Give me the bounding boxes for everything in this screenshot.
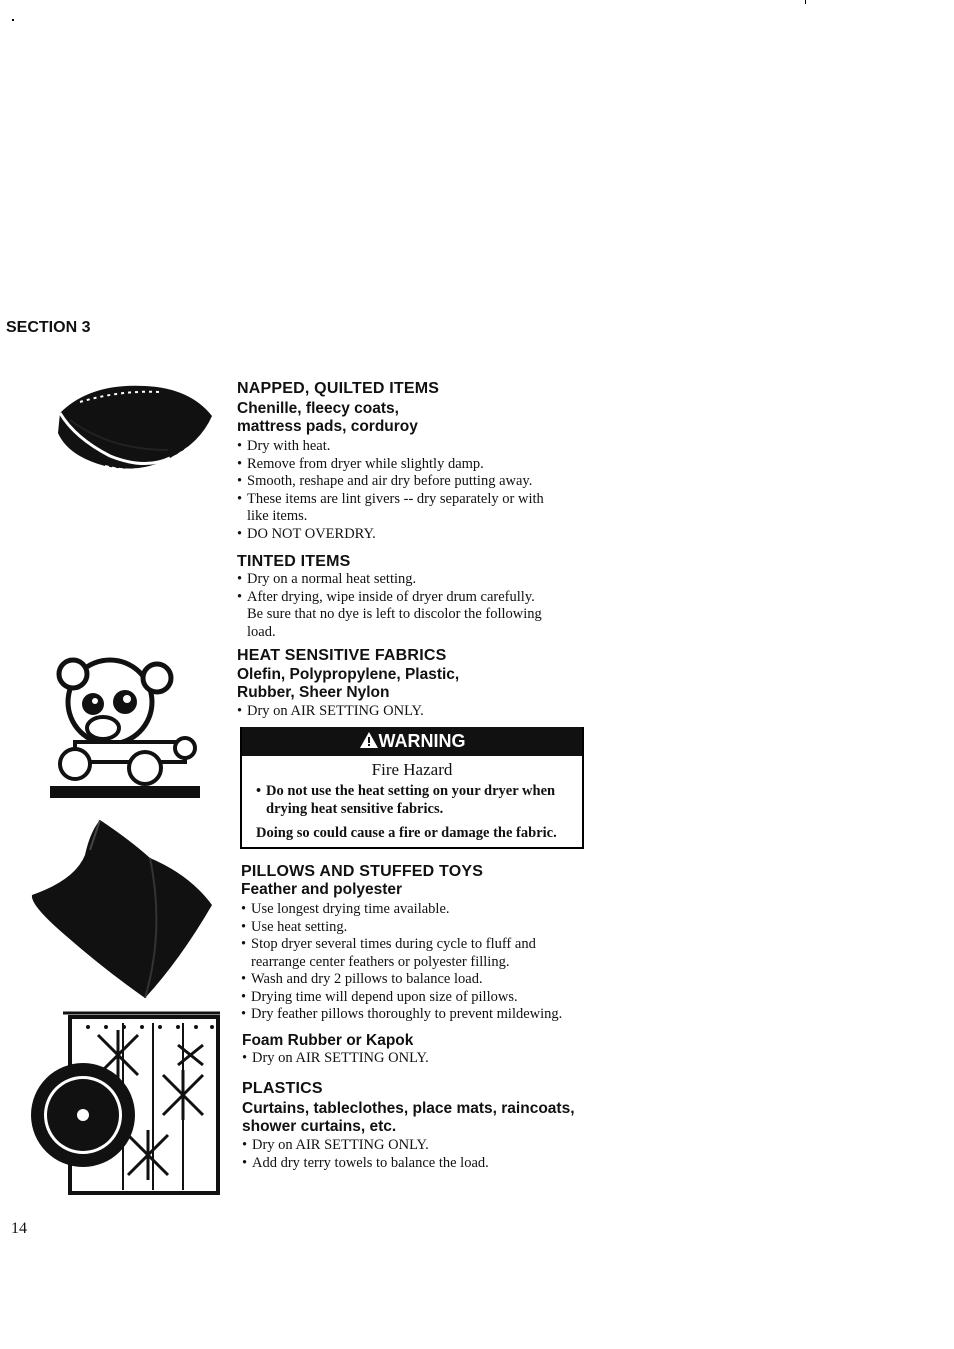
heat-sensitive-section	[237, 646, 597, 721]
list-item: • After drying, wipe inside of dryer drum carefully. Be sure that no dye is left to discolor the following load.	[237, 589, 549, 642]
pillows-heading: PILLOWS AND STUFFED TOYS	[241, 863, 484, 880]
plastics-list	[242, 1137, 622, 1172]
foam-subheading: Foam Rubber or Kapok	[242, 1032, 414, 1049]
list-item: • Smooth, reshape and air dry before putting away.	[237, 473, 567, 491]
list-item: • Wash and dry 2 pillows to balance load.	[241, 971, 581, 989]
shower-curtain-illustration	[28, 1005, 223, 1200]
list-item: • These items are lint givers -- dry separately or with like items.	[237, 491, 567, 526]
tinted-list	[237, 571, 549, 641]
list-item: • Dry with heat.	[237, 438, 567, 456]
warning-list	[242, 782, 582, 818]
napped-list	[237, 438, 567, 543]
list-item: • Use heat setting.	[241, 919, 581, 937]
foam-list	[242, 1050, 602, 1068]
warning-header	[242, 727, 582, 756]
list-item: • Do not use the heat setting on your dryer when drying heat sensitive fabrics.	[256, 782, 576, 818]
warning-title: Fire Hazard	[371, 760, 453, 779]
list-item: • Dry on AIR SETTING ONLY.	[242, 1050, 602, 1068]
list-item: • Use longest drying time available.	[241, 901, 581, 919]
list-item: • Dry on AIR SETTING ONLY.	[237, 703, 597, 721]
teddy-bear-illustration	[45, 652, 215, 802]
heat-sensitive-subheading-2: Rubber, Sheer Nylon	[237, 684, 390, 701]
pillows-list	[241, 901, 581, 1024]
napped-subheading-2: mattress pads, corduroy	[237, 418, 418, 435]
list-item: • Dry feather pillows thoroughly to prevent mildewing.	[241, 1006, 581, 1024]
heat-sensitive-heading: HEAT SENSITIVE FABRICS	[237, 647, 447, 664]
warning-triangle-icon	[359, 731, 379, 749]
list-item: • Dry on AIR SETTING ONLY.	[242, 1137, 622, 1155]
plastics-heading: PLASTICS	[242, 1080, 323, 1097]
tinted-heading: TINTED ITEMS	[237, 553, 351, 570]
list-item: • DO NOT OVERDRY.	[237, 526, 567, 544]
tinted-section	[237, 552, 597, 641]
page-number: 14	[11, 1220, 27, 1237]
section-label: SECTION 3	[6, 319, 91, 336]
plastics-section	[242, 1079, 622, 1172]
warning-label: WARNING	[378, 731, 466, 751]
pillows-subheading: Feather and polyester	[241, 881, 403, 898]
warning-note: Doing so could cause a fire or damage the fabric.	[256, 825, 557, 841]
napped-quilted-section	[237, 379, 597, 543]
list-item: • Drying time will depend upon size of pillows.	[241, 989, 581, 1007]
heat-sensitive-list	[237, 703, 597, 721]
heat-sensitive-subheading-1: Olefin, Polypropylene, Plastic,	[237, 666, 460, 683]
list-item: • Stop dryer several times during cycle to fluff and rearrange center feathers or polyester filling.	[241, 936, 581, 971]
scan-mark	[805, 0, 806, 4]
scan-mark	[12, 19, 14, 21]
pillows-section	[241, 862, 601, 1024]
list-item: • Add dry terry towels to balance the load.	[242, 1155, 622, 1173]
plastics-subheading-1: Curtains, tableclothes, place mats, raincoats,	[242, 1100, 575, 1117]
list-item: • Dry on a normal heat setting.	[237, 571, 549, 589]
plastics-subheading-2: shower curtains, etc.	[242, 1118, 397, 1135]
warning-box	[240, 727, 584, 849]
napped-subheading-1: Chenille, fleecy coats,	[237, 400, 399, 417]
foam-section	[242, 1032, 602, 1068]
napped-heading: NAPPED, QUILTED ITEMS	[237, 380, 440, 397]
pillow-illustration	[30, 820, 215, 1000]
list-item: • Remove from dryer while slightly damp.	[237, 456, 567, 474]
quilted-mat-illustration	[50, 378, 220, 478]
